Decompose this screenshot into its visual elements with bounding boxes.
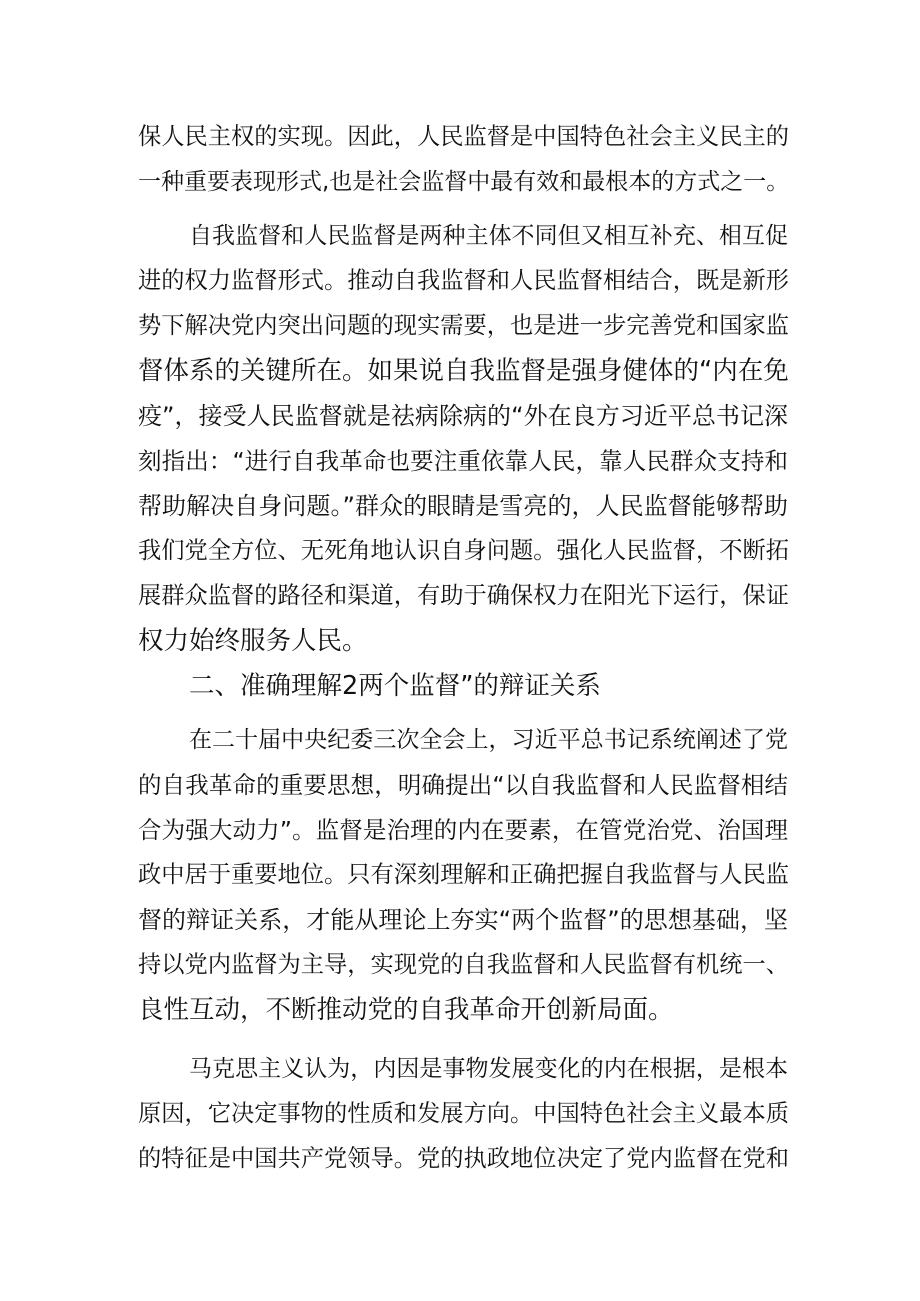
text-line: 在二十届中央纪委三次全会上，习近平总书记系统阐述了党 [189,727,788,753]
section-heading: 二、准确理解2两个监督”的辩证关系 [189,671,601,701]
text-line: 展群众监督的路径和渠道，有助于确保权力在阳光下运行，保证 [138,582,790,609]
text-line: 原因，它决定事物的性质和发展方向。中国特色社会主义最本质 [138,1100,790,1127]
text-line: 的特征是中国共产党领导。党的执政地位决定了党内监督在党和 [138,1145,790,1172]
text-line: 刻指出：“进行自我革命也要注重依靠人民，靠人民群众支持和 [138,447,788,475]
text-line: 势下解决党内突出问题的现实需要，也是进一步完善党和国家监 [138,312,790,339]
text-line: 进的权力监督形式。推动自我监督和人民监督相结合，既是新形 [138,267,790,294]
text-line: 保人民主权的实现。因此，人民监督是中国特色社会主义民主的 [138,123,790,150]
text-line: 政中居于重要地位。只有深刻理解和正确把握自我监督与人民监 [138,861,790,888]
text-line: 疫”，接受人民监督就是祛病除病的“外在良方习近平总书记深 [138,402,788,430]
text-line: 督体系的关键所在。如果说自我监督是强身健体的“内在免 [138,356,789,386]
text-line: 一种重要表现形式,也是社会监督中最有效和最根本的方式之一。 [138,169,790,195]
text-line: 权力始终服务人民。 [138,626,368,656]
text-line: 持以党内监督为主导，实现党的自我监督和人民监督有机统一、 [138,951,790,978]
text-line: 马克思主义认为，内因是事物发展变化的内在根据，是根本 [189,1056,788,1082]
text-line: 良性互动，不断推动党的自我革命开创新局面。 [138,995,674,1025]
text-line: 的自我革命的重要思想，明确提出“以自我监督和人民监督相结 [138,771,788,799]
text-line: 自我监督和人民监督是两种主体不同但又相互补充、相互促 [189,223,788,249]
text-line: 督的辩证关系，才能从理论上夯实“两个监督”的思想基础，坚 [138,906,788,934]
text-line: 帮助解决自身问题。”群众的眼睛是雪亮的，人民监督能够帮助 [138,492,788,520]
text-line: 合为强大动力”。监督是治理的内在要素，在管党治党、治国理 [138,816,788,844]
text-line: 我们党全方位、无死角地认识自身问题。强化人民监督，不断拓 [138,537,790,564]
